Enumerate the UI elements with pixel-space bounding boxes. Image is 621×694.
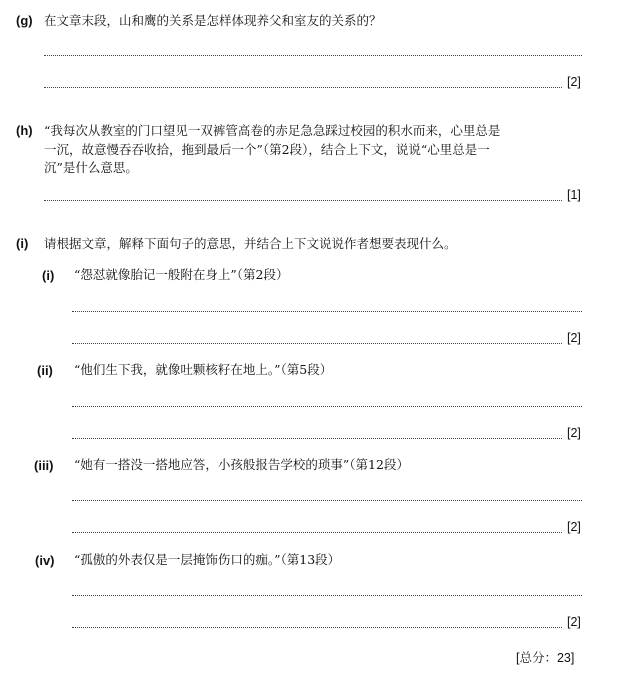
sub-iv-text: “孤傲的外表仅是一层掩饰伤口的痂。”（第13段） bbox=[74, 552, 341, 567]
sub-i-marks: [2] bbox=[567, 331, 581, 345]
answer-line[interactable] bbox=[72, 499, 582, 501]
question-h-line3: 沉”是什么意思。 bbox=[44, 160, 138, 175]
sub-ii-label: (ii) bbox=[37, 363, 53, 378]
answer-line[interactable] bbox=[44, 199, 562, 201]
question-g-marks: [2] bbox=[567, 75, 581, 89]
answer-line[interactable] bbox=[44, 54, 582, 56]
answer-line[interactable] bbox=[72, 342, 562, 344]
sub-iv-label: (iv) bbox=[35, 553, 55, 568]
answer-line[interactable] bbox=[72, 531, 562, 533]
answer-line[interactable] bbox=[72, 405, 582, 407]
question-h-marks: [1] bbox=[567, 188, 581, 202]
sub-i-label: (i) bbox=[42, 268, 55, 283]
sub-iii-label: (iii) bbox=[34, 458, 54, 473]
answer-line[interactable] bbox=[72, 594, 582, 596]
sub-iii-marks: [2] bbox=[567, 520, 581, 534]
question-h-line2: 一沉，故意慢吞吞收拾，拖到最后一个”（第2段），结合上下文，说说“心里总是一 bbox=[44, 142, 490, 157]
total-score: [总分：23] bbox=[516, 651, 575, 665]
sub-iv-marks: [2] bbox=[567, 615, 581, 629]
question-g-text: 在文章末段，山和鹰的关系是怎样体现养父和室友的关系的？ bbox=[44, 13, 382, 28]
answer-line[interactable] bbox=[72, 437, 562, 439]
sub-ii-marks: [2] bbox=[567, 426, 581, 440]
sub-i-text: “怨怼就像胎记一般附在身上”（第2段） bbox=[74, 267, 289, 282]
answer-line[interactable] bbox=[72, 626, 562, 628]
question-g-label: (g) bbox=[16, 13, 33, 28]
sub-iii-text: “她有一搭没一搭地应答，小孩般报告学校的琐事”（第12段） bbox=[74, 457, 409, 472]
sub-ii-text: “他们生下我，就像吐颗核籽在地上。”（第5段） bbox=[74, 362, 333, 377]
answer-line[interactable] bbox=[44, 86, 562, 88]
question-i-text: 请根据文章，解释下面句子的意思，并结合上下文说说作者想要表现什么。 bbox=[44, 236, 457, 251]
answer-line[interactable] bbox=[72, 310, 582, 312]
question-i-label: (i) bbox=[16, 236, 29, 251]
question-h-line1: “我每次从教室的门口望见一双裤管高卷的赤足急急踩过校园的积水而来，心里总是 bbox=[44, 123, 501, 138]
question-h-label: (h) bbox=[16, 123, 33, 138]
